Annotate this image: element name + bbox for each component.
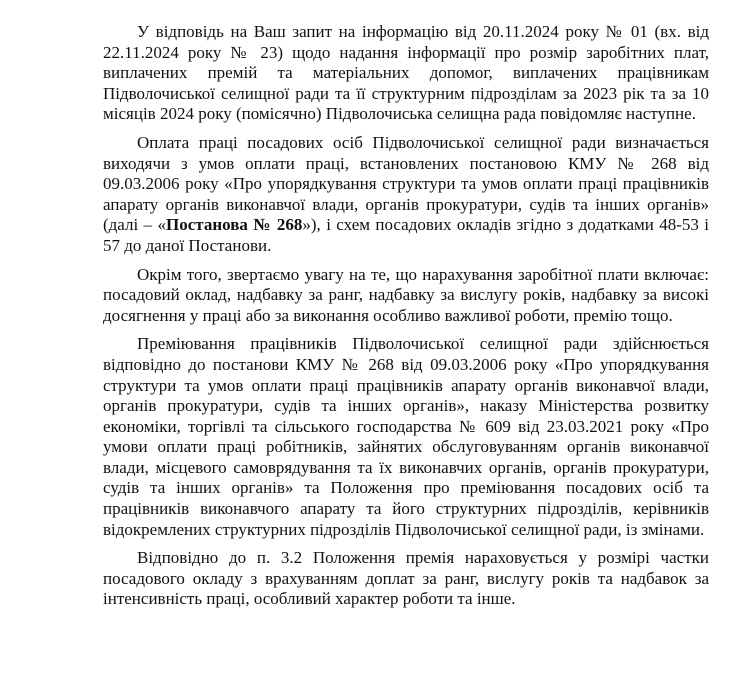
- paragraph-bonus-basis: [103, 334, 709, 540]
- paragraph-salary-regulation: [103, 133, 709, 257]
- paragraph-text: »), і схем посадових окладів згідно з додатками 48-53 і 57 до даної Постанови.: [103, 215, 710, 255]
- document-body: [103, 22, 709, 610]
- paragraph-bonus-calculation: [103, 548, 709, 610]
- paragraph-text: Відповідно до п. 3.2 Положення премія нараховується у розмірі частки посадового окладу з врахуванням доплат за ранг, вислугу років та надбавок за інтенсивність праці, особливий характер роботи та інше.: [103, 548, 709, 609]
- paragraph-text: У відповідь на Ваш запит на інформацію від 20.11.2024 року № 01 (вх. від 22.11.2024 року № 23) щодо надання інформації про розмір заробітних плат, виплачених премій та матеріальних допомог, виплачених працівникам Підволочиської селищної ради та її структурним підрозділам за 2023 рік та за 10 місяців 2024 року (помісячно) Підволочиська селищна рада повідомляє наступне.: [103, 22, 709, 124]
- paragraph-text: Окрім того, звертаємо увагу на те, що нарахування заробітної плати включає: посадовий оклад, надбавку за ранг, надбавку за вислугу років, надбавку за високі досягнення у праці або за виконання особливо важливої роботи, премію тощо.: [103, 264, 709, 325]
- paragraph-text: Оплата праці посадових осіб Підволочиської селищної ради визначається виходячи з умов оплати праці, встановлених постановою КМУ № 268 від 09.03.2006 року «Про упорядкування структури та умов оплати праці працівників апарату органів виконавчої влади, органів прокуратури, судів та інших органів» (далі – «: [103, 132, 709, 235]
- paragraph-salary-components: [103, 265, 709, 327]
- paragraph-text: Преміювання працівників Підволочиської селищної ради здійснюється відповідно до постанови КМУ № 268 від 09.03.2006 року «Про упорядкування структури та умов оплати праці працівників апарату органів виконавчої влади, органів прокуратури, судів та інших органів», наказу Міністерства розвитку економіки, торгівлі та сільського господарства № 609 від 23.03.2021 року «Про умови оплати праці робітників, зайнятих обслуговуванням органів виконавчої влади, місцевого самоврядування та їх виконавчих органів, органів прокуратури, судів та інших органів» та Положення про преміювання посадових осіб та працівників виконавчого апарату та його структурних підрозділів, керівників відокремлених структурних підрозділів Підволочиської селищної ради, із змінами.: [103, 334, 709, 539]
- paragraph-request-response: [103, 22, 709, 125]
- bold-term-resolution: Постанова № 268: [166, 215, 303, 235]
